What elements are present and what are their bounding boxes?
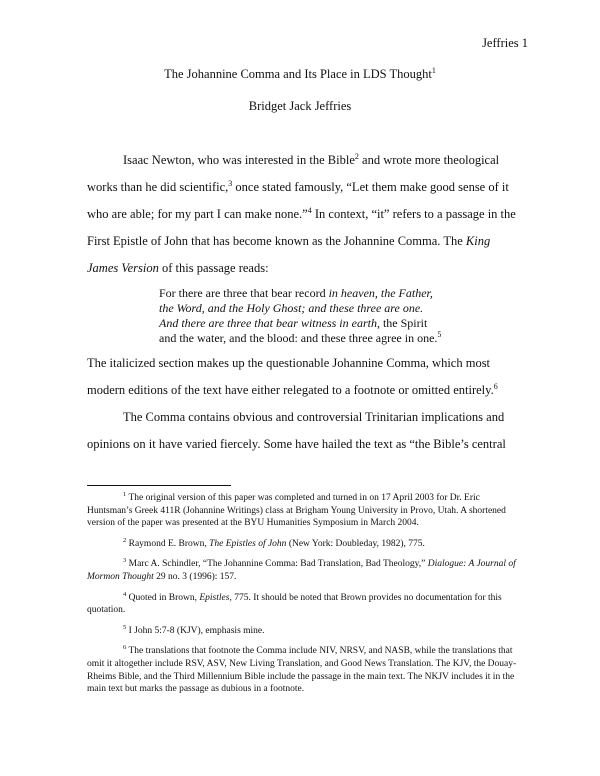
footnote-ref-6: 6 xyxy=(493,381,498,391)
quote-line-1-b: in heaven, the Father, xyxy=(328,286,433,300)
footnote-ref-4: 4 xyxy=(307,205,312,215)
title-text: The Johannine Comma and Its Place in LDS Thought xyxy=(164,67,432,81)
p1-text-b: and wrote more theological works than he did scientific, xyxy=(87,153,500,194)
footnote-1-number: 1 xyxy=(123,490,127,498)
footnote-4-text-b: , 775. It should be noted that Brown provides no documentation for this quotation. xyxy=(87,592,502,616)
footnote-1-text: The original version of this paper was completed and turned in on 17 April 2003 for Dr. Eric Huntsman’s Greek 411R (Johannine Writings) class at Brigham Young University in Provo, Utah. A shortened version of the paper was presented at the BYU Humanities Symposium in March 2004. xyxy=(87,493,506,529)
paragraph-1 xyxy=(87,147,517,282)
quote-line-3-a: And there are three that bear witness in earth xyxy=(159,316,377,330)
p1-text-c: once stated famously, “Let them make good sense of it who are able; for my part I can make none.” xyxy=(87,180,509,221)
footnote-4-title: Epistles xyxy=(199,592,230,603)
footnote-3-number: 3 xyxy=(123,557,127,565)
p2-text: The italicized section makes up the questionable Johannine Comma, which most modern editions of the text have either relegated to a footnote or omitted entirely. xyxy=(87,356,494,397)
footnote-5 xyxy=(87,625,517,638)
footnote-3 xyxy=(87,558,517,583)
footnote-4 xyxy=(87,592,517,617)
footnote-separator xyxy=(87,485,231,486)
quote-line-1-a: For there are three that bear record xyxy=(159,286,329,300)
footnote-4-number: 4 xyxy=(123,590,127,598)
footnotes xyxy=(87,492,517,704)
quote-line-3-b: , the Spirit xyxy=(376,316,428,330)
footnote-2-text-a: Raymond E. Brown, xyxy=(126,538,210,549)
footnote-5-text: I John 5:7-8 (KJV), emphasis mine. xyxy=(126,625,265,636)
block-quote xyxy=(159,286,517,346)
footnote-2-title: The Epistles of John xyxy=(209,538,287,549)
p1-text-d: In context, “it” refers to a passage in the First Epistle of John that has become known as the Johannine Comma. The xyxy=(87,207,516,248)
quote-line-3 xyxy=(159,316,517,331)
footnote-2 xyxy=(87,538,517,551)
body-text xyxy=(87,147,517,458)
footnote-ref-5: 5 xyxy=(437,330,442,339)
footnote-3-text-a: Marc A. Schindler, “The Johannine Comma: Bad Translation, Bad Theology,” xyxy=(126,559,428,570)
quote-line-1 xyxy=(159,286,517,301)
quote-line-2-text: the Word, and the Holy Ghost; and these three are one. xyxy=(159,301,424,315)
footnote-6-number: 6 xyxy=(123,644,127,652)
footnote-2-number: 2 xyxy=(123,536,127,544)
footnote-3-text-b: 29 no. 3 (1996): 157. xyxy=(153,571,237,582)
footnote-6 xyxy=(87,645,517,695)
footnote-5-number: 5 xyxy=(123,623,127,631)
footnote-4-text-a: Quoted in Brown, xyxy=(126,592,200,603)
paper-title xyxy=(0,67,600,82)
paragraph-3: The Comma contains obvious and controversial Trinitarian implications and opinions on it have varied fiercely. Some have hailed the text as “the Bible’s central xyxy=(87,410,506,451)
footnote-ref-3: 3 xyxy=(228,178,233,188)
running-head: Jeffries 1 xyxy=(482,36,528,50)
p1-text-a: Isaac Newton, who was interested in the Bible xyxy=(123,153,355,167)
footnote-ref-1: 1 xyxy=(431,65,436,75)
footnote-2-text-b: (New York: Doubleday, 1982), 775. xyxy=(286,538,425,549)
footnote-3-title: Dialogue: A Journal of Mormon Thought xyxy=(87,559,516,582)
author-name: Bridget Jack Jeffries xyxy=(248,99,352,113)
kjv-title: King James Version xyxy=(87,234,491,275)
paragraph-2 xyxy=(87,350,517,404)
quote-line-4-text: and the water, and the blood: and these three agree in one. xyxy=(159,331,438,345)
p1-text-e: of this passage reads: xyxy=(158,261,269,275)
quote-line-4 xyxy=(159,331,517,346)
footnote-1 xyxy=(87,492,517,530)
footnote-6-text: The translations that footnote the Comma include NIV, NRSV, and NASB, while the translations that omit it altogether include RSV, ASV, New Living Translation, and Good News Translation. The KJV, the Douay-Rheims Bible, and the Third Millennium Bible include the passage in the main text. The NKJV includes it in the main text but marks the passage as dubious in a footnote. xyxy=(87,646,517,695)
quote-line-2 xyxy=(159,301,517,316)
footnote-ref-2: 2 xyxy=(354,151,359,161)
